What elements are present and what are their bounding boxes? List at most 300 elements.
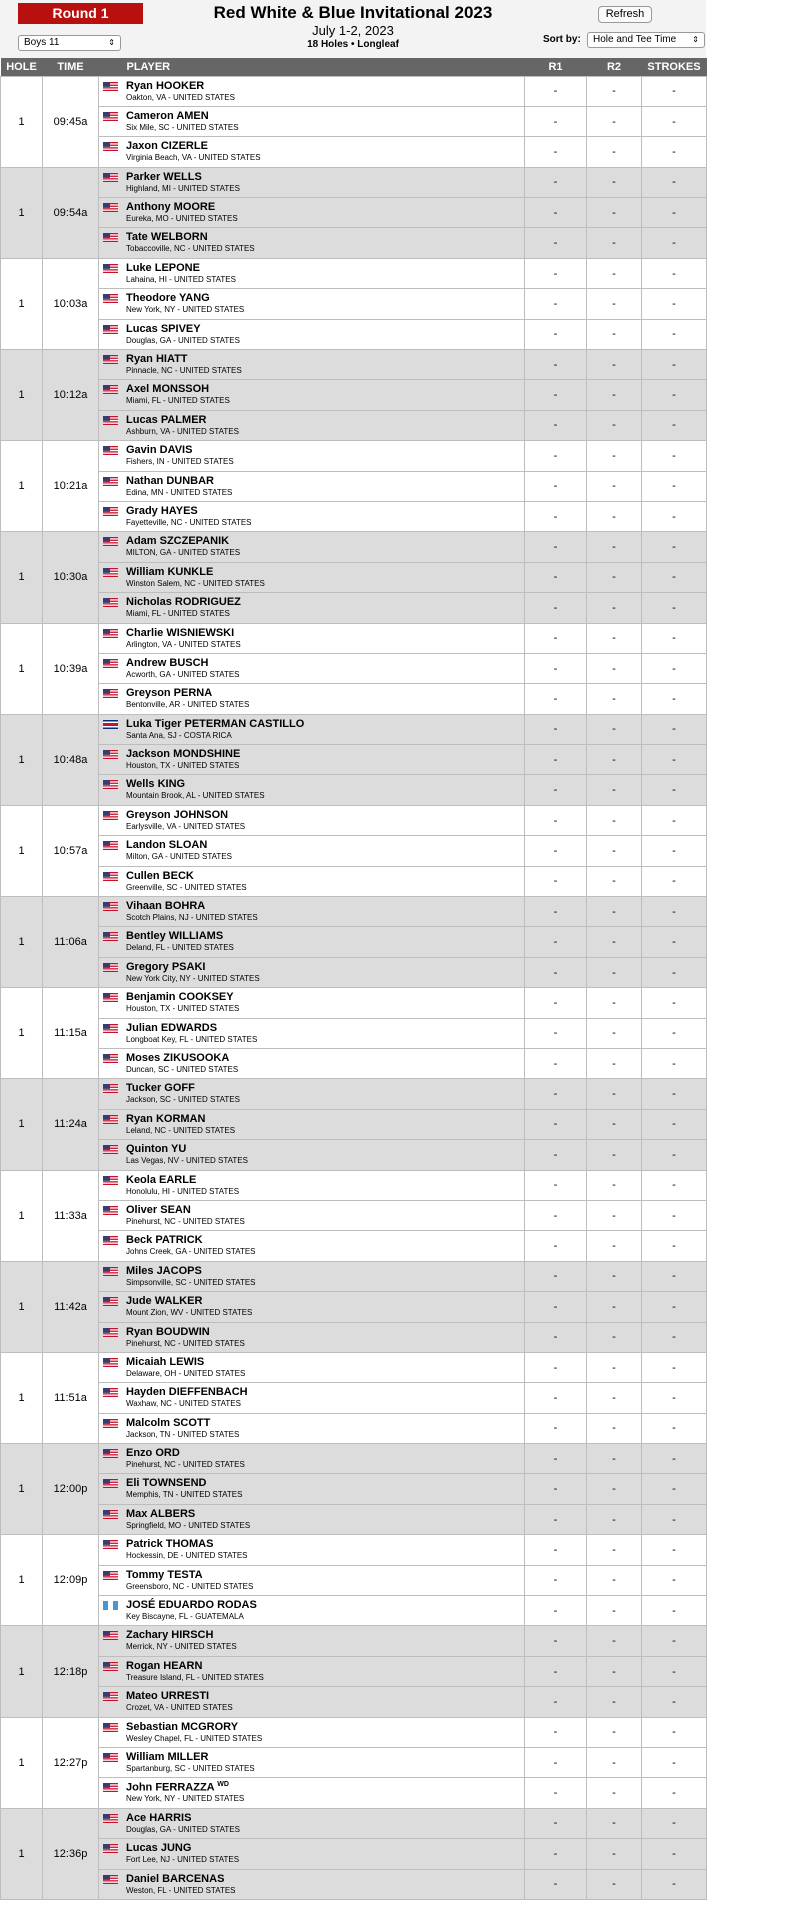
player-name[interactable]: Bentley WILLIAMS [126, 930, 224, 943]
r1-cell: - [525, 198, 587, 228]
player-cell[interactable] [99, 106, 525, 136]
table-row[interactable] [1, 1352, 707, 1382]
player-location: Milton, GA - UNITED STATES [126, 852, 232, 862]
table-row[interactable] [1, 1717, 707, 1747]
hole-cell: 1 [1, 1079, 43, 1170]
player-name[interactable]: Ryan KORMAN [126, 1112, 206, 1125]
table-row[interactable] [1, 623, 707, 653]
table-row[interactable] [1, 775, 707, 805]
player-name[interactable]: Greyson PERNA [126, 687, 213, 700]
player-name[interactable]: Julian EDWARDS [126, 1021, 218, 1034]
player-cell[interactable] [99, 1352, 525, 1382]
player-cell[interactable] [99, 319, 525, 349]
us-flag-icon [103, 1723, 118, 1732]
r2-cell: - [587, 927, 642, 957]
player-cell[interactable] [99, 1474, 525, 1504]
strokes-cell: - [642, 380, 707, 410]
table-row[interactable] [1, 593, 707, 623]
player-location: Fishers, IN - UNITED STATES [126, 457, 234, 467]
r1-cell: - [525, 350, 587, 380]
player-cell[interactable] [99, 745, 525, 775]
player-name[interactable]: Cameron AMEN [126, 109, 209, 122]
table-row[interactable] [1, 76, 707, 106]
table-row[interactable] [1, 1049, 707, 1079]
r2-cell: - [587, 1444, 642, 1474]
player-cell[interactable] [99, 532, 525, 562]
table-row[interactable] [1, 258, 707, 288]
player-cell[interactable] [99, 1261, 525, 1291]
r2-cell: - [587, 1747, 642, 1777]
r2-cell: - [587, 1626, 642, 1656]
player-name[interactable]: JOSÉ EDUARDO RODAS [126, 1599, 257, 1612]
us-flag-icon [103, 355, 118, 364]
page-header [0, 0, 706, 58]
r1-cell: - [525, 1869, 587, 1899]
division-select-value: Boys 11 [24, 37, 60, 48]
player-cell[interactable] [99, 350, 525, 380]
player-name[interactable]: Benjamin COOKSEY [126, 991, 234, 1004]
player-cell[interactable] [99, 1839, 525, 1869]
player-cell[interactable] [99, 1687, 525, 1717]
table-row[interactable] [1, 1140, 707, 1170]
player-cell[interactable] [99, 1231, 525, 1261]
player-cell[interactable] [99, 1656, 525, 1686]
tee-time-group [1, 897, 707, 988]
player-name[interactable]: Ace HARRIS [126, 1811, 192, 1824]
r1-cell: - [525, 1808, 587, 1838]
player-name[interactable]: Patrick THOMAS [126, 1538, 214, 1551]
player-cell[interactable] [99, 1413, 525, 1443]
player-location: Key Biscayne, FL - GUATEMALA [126, 1612, 244, 1622]
strokes-cell: - [642, 137, 707, 167]
player-location: Jackson, TN - UNITED STATES [126, 1429, 240, 1439]
player-name[interactable]: Nicholas RODRIGUEZ [126, 596, 241, 609]
table-row[interactable] [1, 350, 707, 380]
player-cell[interactable] [99, 805, 525, 835]
table-row[interactable] [1, 957, 707, 987]
us-flag-icon [103, 932, 118, 941]
strokes-cell: - [642, 775, 707, 805]
us-flag-icon [103, 811, 118, 820]
table-row[interactable] [1, 167, 707, 197]
player-name[interactable]: Anthony MOORE [126, 201, 216, 214]
player-cell[interactable] [99, 258, 525, 288]
r1-cell: - [525, 562, 587, 592]
player-name[interactable]: Luke LEPONE [126, 261, 200, 274]
r2-cell: - [587, 1049, 642, 1079]
player-name[interactable]: Theodore YANG [126, 292, 210, 305]
r2-cell: - [587, 350, 642, 380]
player-name[interactable]: Andrew BUSCH [126, 656, 209, 669]
player-cell[interactable] [99, 198, 525, 228]
tee-times-table [0, 58, 707, 1900]
player-cell[interactable] [99, 76, 525, 106]
strokes-cell: - [642, 1049, 707, 1079]
table-row[interactable] [1, 1383, 707, 1413]
player-cell[interactable] [99, 1626, 525, 1656]
guatemala-flag-icon [103, 1601, 118, 1610]
table-row[interactable] [1, 1504, 707, 1534]
r1-cell: - [525, 1444, 587, 1474]
hole-cell: 1 [1, 988, 43, 1079]
table-row[interactable] [1, 684, 707, 714]
player-cell[interactable] [99, 1079, 525, 1109]
player-name[interactable]: John FERRAZZA $^{WD}$ [126, 1781, 229, 1795]
player-name[interactable]: Cullen BECK [126, 869, 194, 882]
table-row[interactable] [1, 1018, 707, 1048]
tee-time-group [1, 1717, 707, 1808]
refresh-button[interactable]: Refresh [598, 6, 652, 23]
us-flag-icon [103, 173, 118, 182]
r2-cell: - [587, 289, 642, 319]
player-name[interactable]: Ryan HOOKER [126, 79, 205, 92]
table-row[interactable] [1, 1170, 707, 1200]
strokes-cell: - [642, 745, 707, 775]
us-flag-icon [103, 1176, 118, 1185]
player-name[interactable]: Tommy TESTA [126, 1568, 203, 1581]
r2-cell: - [587, 1140, 642, 1170]
player-name[interactable]: Enzo ORD [126, 1447, 180, 1460]
table-row[interactable] [1, 532, 707, 562]
us-flag-icon [103, 446, 118, 455]
player-cell[interactable] [99, 1049, 525, 1079]
sort-select[interactable] [587, 32, 705, 48]
r2-cell: - [587, 1109, 642, 1139]
player-location: MILTON, GA - UNITED STATES [126, 548, 241, 558]
player-name[interactable]: Oliver SEAN [126, 1203, 191, 1216]
player-cell[interactable] [99, 410, 525, 440]
player-name[interactable]: Charlie WISNIEWSKI [126, 626, 235, 639]
table-row[interactable] [1, 1656, 707, 1686]
r2-cell: - [587, 319, 642, 349]
table-row[interactable] [1, 897, 707, 927]
table-row[interactable] [1, 228, 707, 258]
us-flag-icon [103, 568, 118, 577]
col-header-hole[interactable]: HOLE [1, 58, 43, 76]
player-name[interactable]: William KUNKLE [126, 565, 214, 578]
player-name[interactable]: Adam SZCZEPANIK [126, 535, 230, 548]
time-cell: 10:39a [43, 623, 99, 714]
strokes-cell: - [642, 410, 707, 440]
player-name[interactable]: Parker WELLS [126, 170, 202, 183]
r1-cell: - [525, 532, 587, 562]
us-flag-icon [103, 1449, 118, 1458]
strokes-cell: - [642, 1444, 707, 1474]
player-cell[interactable] [99, 1778, 525, 1808]
player-cell[interactable] [99, 1747, 525, 1777]
r1-cell: - [525, 1261, 587, 1291]
player-cell[interactable] [99, 866, 525, 896]
player-name[interactable]: Lucas PALMER [126, 413, 207, 426]
player-cell[interactable] [99, 1170, 525, 1200]
table-row[interactable] [1, 805, 707, 835]
col-header-time[interactable]: TIME [43, 58, 99, 76]
player-cell[interactable] [99, 653, 525, 683]
table-row[interactable] [1, 1474, 707, 1504]
player-location: Greensboro, NC - UNITED STATES [126, 1581, 254, 1591]
player-name[interactable]: Miles JACOPS [126, 1264, 202, 1277]
player-name[interactable]: Lucas JUNG [126, 1842, 192, 1855]
r1-cell: - [525, 1626, 587, 1656]
player-name[interactable]: Jaxon CIZERLE [126, 140, 208, 153]
player-cell[interactable] [99, 1444, 525, 1474]
r2-cell: - [587, 228, 642, 258]
player-name[interactable]: Wells KING [126, 778, 186, 791]
player-cell[interactable] [99, 775, 525, 805]
r1-cell: - [525, 1687, 587, 1717]
table-row[interactable] [1, 1079, 707, 1109]
player-location: Mount Zion, WV - UNITED STATES [126, 1308, 253, 1318]
player-name[interactable]: Jackson MONDSHINE [126, 748, 241, 761]
table-row[interactable] [1, 1200, 707, 1230]
hole-cell: 1 [1, 76, 43, 167]
player-cell[interactable] [99, 1596, 525, 1626]
time-cell: 10:30a [43, 532, 99, 623]
table-row[interactable] [1, 988, 707, 1018]
player-cell[interactable] [99, 1018, 525, 1048]
player-name[interactable]: Gregory PSAKI [126, 960, 206, 973]
r2-cell: - [587, 137, 642, 167]
player-cell[interactable] [99, 1200, 525, 1230]
us-flag-icon [103, 1297, 118, 1306]
player-cell[interactable] [99, 471, 525, 501]
table-row[interactable] [1, 1413, 707, 1443]
table-row[interactable] [1, 714, 707, 744]
tee-time-group [1, 988, 707, 1079]
table-row[interactable] [1, 653, 707, 683]
player-cell[interactable] [99, 228, 525, 258]
player-cell[interactable] [99, 927, 525, 957]
sort-label: Sort by: [543, 34, 581, 45]
r1-cell: - [525, 1109, 587, 1139]
table-row[interactable] [1, 319, 707, 349]
table-row[interactable] [1, 1444, 707, 1474]
player-cell[interactable] [99, 1292, 525, 1322]
r1-cell: - [525, 988, 587, 1018]
col-header-strokes[interactable]: STROKES [642, 58, 707, 76]
r2-cell: - [587, 106, 642, 136]
strokes-cell: - [642, 1687, 707, 1717]
table-row[interactable] [1, 1231, 707, 1261]
table-footer-space [0, 1900, 706, 1914]
player-name[interactable]: Lucas SPIVEY [126, 322, 201, 335]
table-row[interactable] [1, 1292, 707, 1322]
table-row[interactable] [1, 1261, 707, 1291]
player-cell[interactable] [99, 1140, 525, 1170]
player-cell[interactable] [99, 623, 525, 653]
us-flag-icon [103, 1328, 118, 1337]
r1-cell: - [525, 1504, 587, 1534]
player-cell[interactable] [99, 1869, 525, 1899]
strokes-cell: - [642, 76, 707, 106]
table-row[interactable] [1, 1869, 707, 1899]
table-row[interactable] [1, 441, 707, 471]
table-row[interactable] [1, 745, 707, 775]
player-name[interactable]: Jude WALKER [126, 1295, 203, 1308]
table-row[interactable] [1, 1565, 707, 1595]
strokes-cell: - [642, 471, 707, 501]
player-name[interactable]: Daniel BARCENAS [126, 1872, 225, 1885]
player-location: Douglas, GA - UNITED STATES [126, 1824, 240, 1834]
r1-cell: - [525, 1747, 587, 1777]
strokes-cell: - [642, 623, 707, 653]
table-row[interactable] [1, 836, 707, 866]
player-cell[interactable] [99, 897, 525, 927]
r1-cell: - [525, 289, 587, 319]
r1-cell: - [525, 1231, 587, 1261]
player-name[interactable]: Gavin DAVIS [126, 444, 193, 457]
r2-cell: - [587, 1231, 642, 1261]
player-name[interactable]: Luka Tiger PETERMAN CASTILLO [126, 717, 305, 730]
player-cell[interactable] [99, 137, 525, 167]
r2-cell: - [587, 410, 642, 440]
player-cell[interactable] [99, 988, 525, 1018]
table-row[interactable] [1, 1687, 707, 1717]
player-cell[interactable] [99, 167, 525, 197]
strokes-cell: - [642, 1352, 707, 1382]
col-header-r2[interactable]: R2 [587, 58, 642, 76]
player-name[interactable]: Keola EARLE [126, 1173, 197, 1186]
player-cell[interactable] [99, 562, 525, 592]
strokes-cell: - [642, 1292, 707, 1322]
table-row[interactable] [1, 380, 707, 410]
table-row[interactable] [1, 410, 707, 440]
r2-cell: - [587, 1778, 642, 1808]
strokes-cell: - [642, 289, 707, 319]
tee-time-group [1, 1170, 707, 1261]
player-name[interactable]: Grady HAYES [126, 504, 198, 517]
table-row[interactable] [1, 137, 707, 167]
tee-time-group [1, 167, 707, 258]
player-name[interactable]: Quinton YU [126, 1143, 187, 1156]
tee-time-group [1, 1535, 707, 1626]
player-name[interactable]: Max ALBERS [126, 1507, 196, 1520]
player-cell[interactable] [99, 441, 525, 471]
player-cell[interactable] [99, 684, 525, 714]
division-select[interactable] [18, 35, 121, 51]
strokes-cell: - [642, 1261, 707, 1291]
player-name[interactable]: Beck PATRICK [126, 1234, 203, 1247]
costa-rica-flag-icon [103, 720, 118, 729]
table-row[interactable] [1, 1626, 707, 1656]
player-cell[interactable] [99, 1565, 525, 1595]
hole-cell: 1 [1, 1444, 43, 1535]
event-dates: July 1-2, 2023 [312, 23, 394, 38]
table-row[interactable] [1, 1322, 707, 1352]
player-name[interactable]: Rogan HEARN [126, 1659, 203, 1672]
player-name[interactable]: Landon SLOAN [126, 839, 208, 852]
player-cell[interactable] [99, 1322, 525, 1352]
player-cell[interactable] [99, 380, 525, 410]
table-row[interactable] [1, 866, 707, 896]
r2-cell: - [587, 1292, 642, 1322]
r2-cell: - [587, 501, 642, 531]
player-name[interactable]: Tucker GOFF [126, 1082, 195, 1095]
player-name[interactable]: Sebastian MCGRORY [126, 1720, 239, 1733]
r2-cell: - [587, 866, 642, 896]
player-cell[interactable] [99, 593, 525, 623]
strokes-cell: - [642, 1778, 707, 1808]
player-cell[interactable] [99, 1808, 525, 1838]
player-cell[interactable] [99, 1717, 525, 1747]
strokes-cell: - [642, 319, 707, 349]
player-name[interactable]: Axel MONSSOH [126, 383, 210, 396]
table-row[interactable] [1, 198, 707, 228]
r1-cell: - [525, 745, 587, 775]
table-row[interactable] [1, 927, 707, 957]
r1-cell: - [525, 1079, 587, 1109]
tee-time-group [1, 623, 707, 714]
player-name[interactable]: Ryan BOUDWIN [126, 1325, 210, 1338]
player-cell[interactable] [99, 836, 525, 866]
player-name[interactable]: Ryan HIATT [126, 353, 188, 366]
player-name[interactable]: Zachary HIRSCH [126, 1629, 214, 1642]
table-row[interactable] [1, 471, 707, 501]
table-row[interactable] [1, 1808, 707, 1838]
player-name[interactable]: Mateo URRESTI [126, 1690, 210, 1703]
player-cell[interactable] [99, 1109, 525, 1139]
time-cell: 11:24a [43, 1079, 99, 1170]
table-row[interactable] [1, 1535, 707, 1565]
table-row[interactable] [1, 106, 707, 136]
r1-cell: - [525, 1596, 587, 1626]
player-name[interactable]: Tate WELBORN [126, 231, 208, 244]
col-header-r1[interactable]: R1 [525, 58, 587, 76]
r1-cell: - [525, 897, 587, 927]
player-cell[interactable] [99, 957, 525, 987]
player-cell[interactable] [99, 501, 525, 531]
player-cell[interactable] [99, 1383, 525, 1413]
table-row[interactable] [1, 1839, 707, 1869]
player-location: Jackson, SC - UNITED STATES [126, 1095, 240, 1105]
col-header-player[interactable]: PLAYER [99, 58, 525, 76]
player-name[interactable]: Greyson JOHNSON [126, 808, 229, 821]
player-name[interactable]: William MILLER [126, 1750, 209, 1763]
player-cell[interactable] [99, 1504, 525, 1534]
table-row[interactable] [1, 1778, 707, 1808]
player-name[interactable]: Hayden DIEFFENBACH [126, 1386, 248, 1399]
table-row[interactable] [1, 289, 707, 319]
r2-cell: - [587, 684, 642, 714]
player-cell[interactable] [99, 1535, 525, 1565]
hole-cell: 1 [1, 1717, 43, 1808]
r2-cell: - [587, 714, 642, 744]
player-cell[interactable] [99, 714, 525, 744]
player-location: Longboat Key, FL - UNITED STATES [126, 1034, 258, 1044]
table-row[interactable] [1, 562, 707, 592]
table-row[interactable] [1, 1747, 707, 1777]
player-name[interactable]: Vihaan BOHRA [126, 900, 206, 913]
hole-cell: 1 [1, 1261, 43, 1352]
table-row[interactable] [1, 501, 707, 531]
table-header-row [1, 58, 707, 76]
table-row[interactable] [1, 1109, 707, 1139]
r1-cell: - [525, 623, 587, 653]
r1-cell: - [525, 1474, 587, 1504]
r2-cell: - [587, 988, 642, 1018]
player-name[interactable]: Micaiah LEWIS [126, 1355, 205, 1368]
player-name[interactable]: Eli TOWNSEND [126, 1477, 207, 1490]
time-cell: 12:36p [43, 1808, 99, 1899]
table-row[interactable] [1, 1596, 707, 1626]
player-name[interactable]: Nathan DUNBAR [126, 474, 214, 487]
player-name[interactable]: Malcolm SCOTT [126, 1416, 211, 1429]
hole-cell: 1 [1, 258, 43, 349]
player-cell[interactable] [99, 289, 525, 319]
round-badge[interactable]: Round 1 [18, 3, 143, 24]
time-cell: 12:27p [43, 1717, 99, 1808]
player-name[interactable]: Moses ZIKUSOOKA [126, 1052, 230, 1064]
